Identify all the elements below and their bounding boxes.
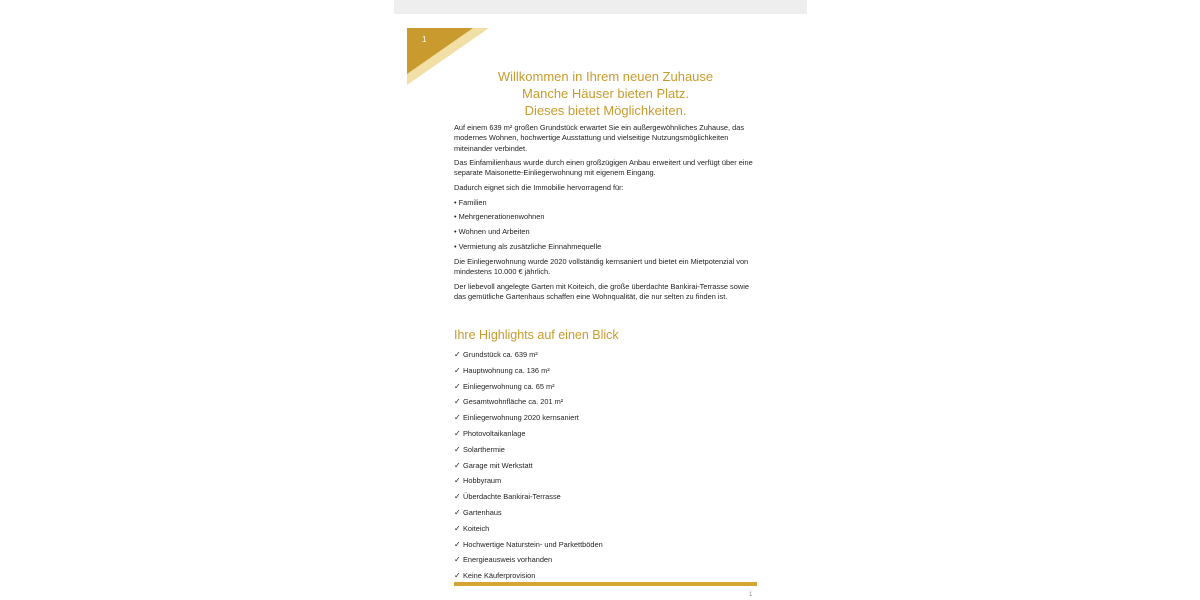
paragraph-garden: Der liebevoll angelegte Garten mit Koiteich, die große überdachte Bankirai-Terrasse sowie das gemütliche Gartenhaus schaffen eine Wohnqualität, die nur selten zu finden ist. [454, 281, 749, 302]
highlights-list [454, 350, 754, 587]
highlight-text: Koiteich [463, 523, 490, 533]
highlight-text: Solarthermie [463, 444, 505, 454]
highlight-item [454, 524, 754, 540]
highlight-item [454, 445, 754, 461]
footer-gold-bar [454, 582, 757, 586]
checkmark-icon: ✓ [454, 428, 461, 438]
highlight-text: Überdachte Bankirai-Terrasse [463, 492, 561, 502]
checkmark-icon: ✓ [454, 555, 461, 565]
highlight-text: Energieausweis vorhanden [463, 555, 553, 565]
checkmark-icon: ✓ [454, 381, 461, 391]
highlight-item [454, 492, 754, 508]
viewer-toolbar [394, 0, 807, 14]
highlight-text: Keine Käuferprovision [463, 571, 536, 581]
highlight-text: Gesamtwohnfläche ca. 201 m² [463, 397, 564, 407]
document-page [394, 14, 807, 600]
paragraph-extension: Das Einfamilienhaus wurde durch einen großzügigen Anbau erweitert und verfügt über eine separate Maisonette-Einliegerwohnung mit eigenem Eingang. [454, 158, 753, 178]
highlight-text: Hochwertige Naturstein- und Parkettböden [463, 539, 603, 549]
highlight-text: Hauptwohnung ca. 136 m² [463, 365, 550, 375]
suitability-item: • Mehrgenerationenwohnen [454, 212, 545, 222]
headline-line-3: Dieses bietet Möglichkeiten. [524, 103, 687, 118]
highlight-text: Hobbyraum [463, 476, 502, 486]
highlight-item [454, 508, 754, 524]
highlight-item [454, 555, 754, 571]
highlight-item [454, 540, 754, 556]
checkmark-icon: ✓ [454, 413, 461, 423]
headline-line-1: Willkommen in Ihrem neuen Zuhause [497, 69, 714, 84]
suitability-item: • Wohnen und Arbeiten [454, 227, 530, 237]
suitability-item: • Familien [454, 197, 487, 207]
suitability-item: • Vermietung als zusätzliche Einnahmequelle [454, 242, 602, 252]
checkmark-icon: ✓ [454, 460, 461, 470]
description-text [454, 123, 759, 307]
checkmark-icon: ✓ [454, 444, 461, 454]
highlight-item [454, 350, 754, 366]
highlight-text: Einliegerwohnung 2020 kernsaniert [463, 413, 579, 423]
checkmark-icon: ✓ [454, 523, 461, 533]
highlight-item [454, 382, 754, 398]
highlight-item [454, 366, 754, 382]
highlight-text: Grundstück ca. 639 m² [463, 350, 538, 359]
checkmark-icon: ✓ [454, 397, 461, 407]
highlight-text: Einliegerwohnung ca. 65 m² [463, 381, 555, 391]
highlight-item [454, 413, 754, 429]
highlight-text: Gartenhaus [463, 507, 502, 517]
checkmark-icon: ✓ [454, 507, 461, 517]
checkmark-icon: ✓ [454, 476, 461, 486]
page-headline [454, 68, 757, 119]
corner-page-number: 1 [422, 35, 427, 44]
headline-line-2: Manche Häuser bieten Platz. [522, 86, 689, 101]
paragraph-property-intro: Auf einem 639 m² großen Grundstück erwartet Sie ein außergewöhnliches Zuhause, das modernes Wohnen, hochwertige Ausstattung und vielseitige Nutzungsmöglichkeiten miteinander verbindet. [454, 123, 745, 153]
highlight-item [454, 461, 754, 477]
checkmark-icon: ✓ [454, 365, 461, 375]
highlights-heading: Ihre Highlights auf einen Blick [454, 328, 619, 342]
highlight-text: Garage mit Werkstatt [463, 460, 533, 470]
checkmark-icon: ✓ [454, 492, 461, 502]
checkmark-icon: ✓ [454, 571, 461, 581]
highlight-item [454, 429, 754, 445]
paragraph-rental-potential: Die Einliegerwohnung wurde 2020 vollständig kernsaniert und bietet ein Mietpotenzial von mindestens 10.000 € jährlich. [454, 256, 749, 277]
footer-page-number: 1 [749, 592, 753, 598]
highlight-item [454, 397, 754, 413]
highlight-text: Photovoltaikanlage [463, 428, 526, 438]
checkmark-icon: ✓ [454, 350, 461, 359]
checkmark-icon: ✓ [454, 539, 461, 549]
highlight-item [454, 476, 754, 492]
paragraph-suitability-intro: Dadurch eignet sich die Immobilie hervorragend für: [454, 183, 624, 193]
